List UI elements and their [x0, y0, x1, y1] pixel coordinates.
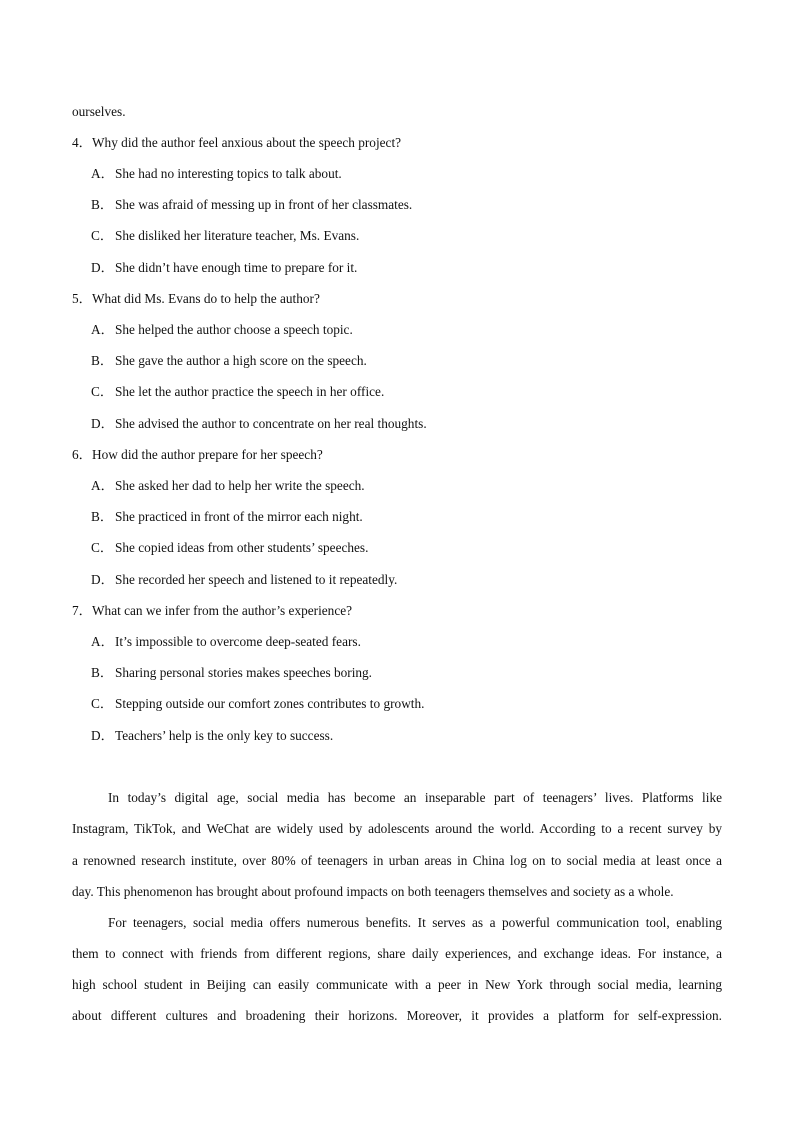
q7-option-b [91, 665, 372, 681]
option-letter: A． [91, 634, 114, 649]
option-letter: C． [91, 228, 114, 243]
option-letter: C． [91, 384, 114, 399]
passage-p1-line-4: day. This phenomenon has brought about profound impacts on both teenagers themselves and society as a whole. [72, 884, 674, 899]
question-6 [72, 447, 323, 463]
option-text: She asked her dad to help her write the speech. [115, 478, 365, 493]
option-letter: D． [91, 572, 114, 587]
passage-p1-line-3: a renowned research institute, over 80% of teenagers in urban areas in China log on to social media at least once a [72, 853, 722, 868]
option-text: She disliked her literature teacher, Ms. Evans. [115, 228, 360, 243]
option-letter: A． [91, 478, 114, 493]
question-number: 4． [72, 135, 92, 150]
passage-p2-line-3: high school student in Beijing can easily communicate with a peer in New York through social media, learning [72, 977, 722, 992]
q5-option-d [91, 416, 427, 432]
q5-option-b [91, 353, 367, 369]
option-text: Stepping outside our comfort zones contributes to growth. [115, 696, 425, 711]
question-4 [72, 135, 401, 151]
option-text: Teachers’ help is the only key to success. [115, 728, 334, 743]
option-letter: A． [91, 166, 114, 181]
q7-option-c [91, 696, 424, 712]
question-number: 6． [72, 447, 92, 462]
question-number: 7． [72, 603, 92, 618]
option-text: She gave the author a high score on the speech. [115, 353, 367, 368]
continuation-text: ourselves. [72, 104, 126, 119]
option-letter: C． [91, 696, 114, 711]
option-text: She had no interesting topics to talk about. [115, 166, 342, 181]
question-7 [72, 603, 352, 619]
option-text: She didn’t have enough time to prepare for it. [115, 260, 358, 275]
q6-option-d [91, 572, 397, 588]
option-letter: B． [91, 353, 114, 368]
passage-p2-line-2: them to connect with friends from different regions, share daily experiences, and exchange ideas. For instance, a [72, 946, 722, 961]
option-letter: D． [91, 260, 114, 275]
option-text: She copied ideas from other students’ speeches. [115, 540, 369, 555]
option-text: It’s impossible to overcome deep-seated fears. [115, 634, 361, 649]
q6-option-c [91, 540, 368, 556]
q4-option-d [91, 260, 357, 276]
option-letter: C． [91, 540, 114, 555]
q6-option-a [91, 478, 365, 494]
q7-option-a [91, 634, 361, 650]
passage-p2-line-1: For teenagers, social media offers numerous benefits. It serves as a powerful communication tool, enabling [108, 915, 722, 930]
option-letter: D． [91, 416, 114, 431]
q4-option-b [91, 197, 412, 213]
question-text: What can we infer from the author’s experience? [92, 603, 353, 618]
q4-option-c [91, 228, 359, 244]
q7-option-d [91, 728, 333, 744]
option-text: She recorded her speech and listened to it repeatedly. [115, 572, 398, 587]
passage-p2-line-4: about different cultures and broadening their horizons. Moreover, it provides a platform for self-expression. [72, 1008, 722, 1023]
question-number: 5． [72, 291, 92, 306]
q4-option-a [91, 166, 342, 182]
option-text: Sharing personal stories makes speeches boring. [115, 665, 373, 680]
question-5 [72, 291, 320, 307]
option-letter: B． [91, 197, 114, 212]
option-letter: D． [91, 728, 114, 743]
passage-p1-line-1: In today’s digital age, social media has become an inseparable part of teenagers’ lives. Platforms like [108, 790, 722, 805]
option-text: She advised the author to concentrate on her real thoughts. [115, 416, 427, 431]
option-letter: B． [91, 509, 114, 524]
option-text: She practiced in front of the mirror each night. [115, 509, 363, 524]
option-letter: B． [91, 665, 114, 680]
question-text: What did Ms. Evans do to help the author? [92, 291, 320, 306]
q5-option-c [91, 384, 384, 400]
option-text: She helped the author choose a speech topic. [115, 322, 353, 337]
passage-p1-line-2: Instagram, TikTok, and WeChat are widely used by adolescents around the world. According to a recent survey by [72, 821, 722, 836]
question-text: How did the author prepare for her speech? [92, 447, 323, 462]
option-text: She was afraid of messing up in front of her classmates. [115, 197, 413, 212]
q6-option-b [91, 509, 363, 525]
question-text: Why did the author feel anxious about the speech project? [92, 135, 402, 150]
option-letter: A． [91, 322, 114, 337]
option-text: She let the author practice the speech in her office. [115, 384, 385, 399]
q5-option-a [91, 322, 353, 338]
